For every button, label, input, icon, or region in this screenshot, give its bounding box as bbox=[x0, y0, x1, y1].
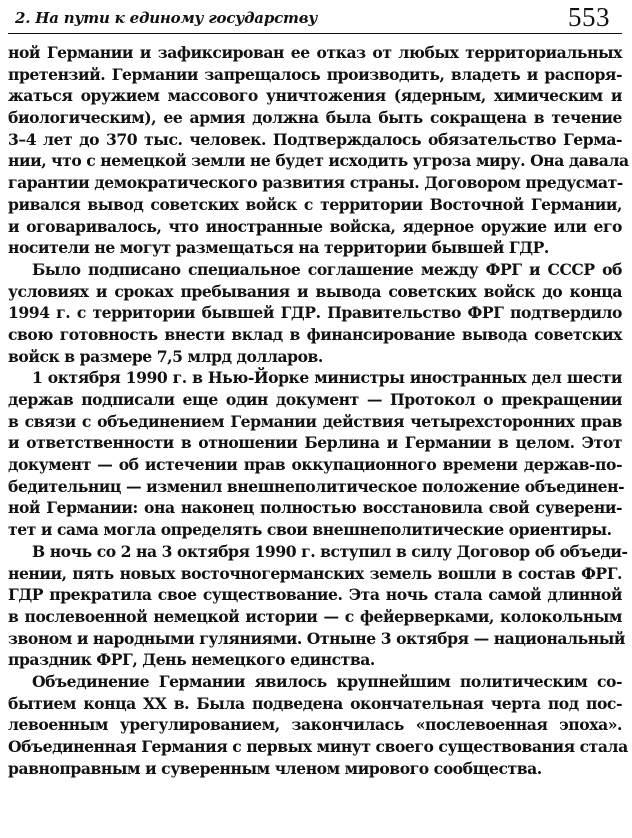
page-number: 553 bbox=[568, 2, 610, 32]
text-line: звоном и народными гуляниями. Отныне 3 октября — национальный bbox=[8, 628, 626, 648]
body-text bbox=[8, 42, 629, 779]
text-line: бедительниц — изменил внешнеполитическое положение объединен- bbox=[8, 476, 625, 496]
text-line: ГДР прекратила свое существование. Эта ночь стала самой длинной bbox=[8, 585, 622, 605]
text-line: Объединенная Германия с первых минут своего существования стала bbox=[8, 737, 628, 756]
text-line: держав подписали еще один документ — Протокол о прекращении bbox=[8, 390, 622, 409]
text-line: и ответственности в отношении Берлина и Германии в целом. Этот bbox=[8, 433, 622, 453]
text-line: праздник ФРГ, День немецкого единства. bbox=[8, 650, 375, 670]
text-line: и оговаривалось, что иностранные войска, ядерное оружие или его bbox=[8, 216, 622, 236]
text-line: В ночь со 2 на 3 октября 1990 г. вступил в силу Договор об объеди- bbox=[32, 541, 628, 561]
text-line: в связи с объединением Германии действия четырехсторонних прав bbox=[8, 411, 622, 431]
text-line: тет и сама могла определять свои внешнеполитические ориентиры. bbox=[8, 520, 612, 540]
text-line: ной Германии и зафиксирован ее отказ от любых территориальных bbox=[8, 43, 622, 62]
text-line: претензий. Германии запрещалось производить, владеть и распоря- bbox=[8, 64, 622, 84]
text-line: в послевоенной немецкой истории — с фейерверками, колокольным bbox=[8, 606, 622, 626]
text-line: биологическим), ее армия должна была быть сокращена в течение bbox=[8, 108, 622, 128]
text-line: нии, что с немецкой земли не будет исходить угроза миру. Она давала bbox=[8, 151, 629, 171]
text-line: левоенным урегулированием, закончилась «послевоенная эпоха». bbox=[8, 715, 622, 735]
paragraph bbox=[8, 367, 625, 541]
running-header bbox=[8, 0, 622, 38]
text-line: ной Германии: она наконец полностью восстановила свой суверени- bbox=[8, 498, 622, 518]
text-line: условиях и сроках пребывания и вывода советских войск до конца bbox=[8, 281, 622, 301]
text-line: 1 октября 1990 г. в Нью-Йорке министры иностранных дел шести bbox=[32, 368, 622, 388]
paragraph bbox=[8, 42, 629, 259]
text-line: нении, пять новых восточногерманских земель вошли в состав ФРГ. bbox=[8, 563, 622, 583]
text-line: войск в размере 7,5 млрд долларов. bbox=[8, 346, 323, 366]
text-line: равноправным и суверенным членом мирового сообщества. bbox=[8, 758, 542, 778]
text-line: документ — об истечении прав оккупационного времени держав-по- bbox=[8, 455, 622, 475]
paragraph bbox=[8, 541, 628, 671]
paragraph bbox=[8, 259, 622, 367]
header-rule bbox=[8, 33, 622, 34]
text-line: Было подписано специальное соглашение между ФРГ и СССР об bbox=[32, 259, 622, 279]
text-line: гарантии демократического развития страны. Договором предусмат- bbox=[8, 173, 623, 193]
text-line: Объединение Германии явилось крупнейшим политическим со- bbox=[32, 671, 622, 691]
text-line: бытием конца XX в. Была подведена окончательная черта под пос- bbox=[8, 693, 622, 713]
text-line: 3–4 лет до 370 тыс. человек. Подтверждалось обязательство Герма- bbox=[8, 129, 622, 149]
running-title: 2. На пути к единому государству bbox=[15, 9, 318, 27]
text-line: жаться оружием массового уничтожения (ядерным, химическим и bbox=[8, 86, 622, 106]
text-line: ривался вывод советских войск с территории Восточной Германии, bbox=[8, 194, 622, 214]
paragraph bbox=[8, 671, 628, 779]
text-line: свою готовность внести вклад в финансирование вывода советских bbox=[8, 324, 622, 344]
text-line: 1994 г. с территории бывшей ГДР. Правительство ФРГ подтвердило bbox=[8, 303, 622, 323]
text-line: носители не могут размещаться на территории бывшей ГДР. bbox=[8, 238, 549, 258]
